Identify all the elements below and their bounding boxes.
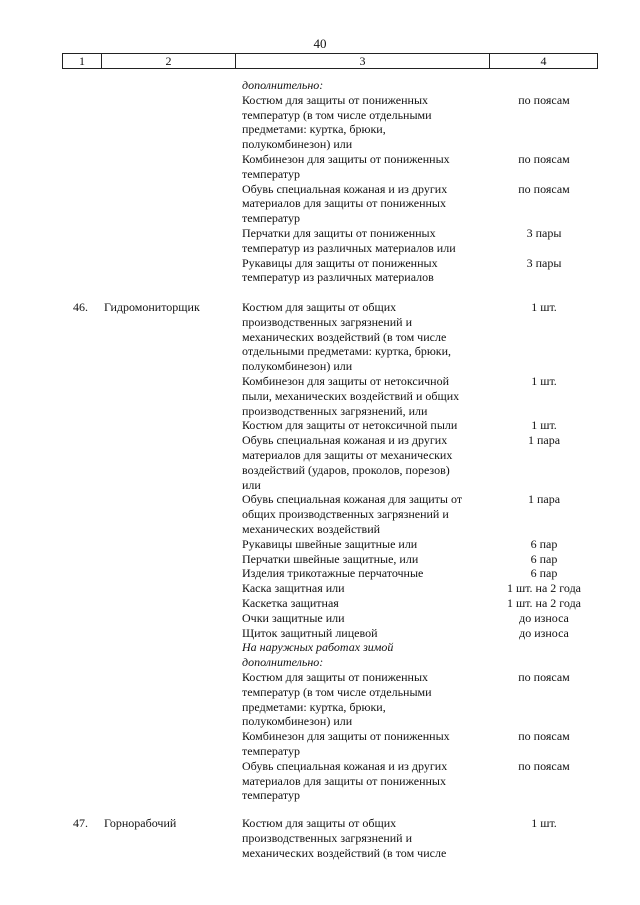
item-quantity: по поясам xyxy=(518,758,570,773)
item-text: Комбинезон для защиты от пониженных xyxy=(242,729,450,744)
item-text: температур xyxy=(242,744,301,758)
item-text: Костюм для защиты от пониженных xyxy=(242,92,429,107)
header-cell-2: 2 xyxy=(101,54,235,68)
item-quantity: 6 пар xyxy=(530,566,558,581)
item-text: Комбинезон для защиты от пониженных xyxy=(242,152,450,166)
row-number: 47. xyxy=(73,816,88,830)
item-quantity: 1 шт. xyxy=(531,418,557,433)
item-text: Каскетка защитная xyxy=(242,596,339,610)
item-text: температур xyxy=(242,788,301,803)
item-quantity: 1 пара xyxy=(527,492,561,507)
item-text: Обувь специальная кожаная и из других xyxy=(242,758,448,773)
item-quantity: до износа xyxy=(519,610,569,625)
item-text: Комбинезон для защиты от нетоксичной xyxy=(242,374,450,388)
item-quantity: 1 шт. на 2 года xyxy=(506,596,582,610)
item-text: Рукавицы для защиты от пониженных xyxy=(242,255,438,270)
item-text: температур xyxy=(242,166,301,181)
item-text: Рукавицы швейные защитные или xyxy=(242,536,418,551)
item-text: производственных загрязнений и xyxy=(242,830,413,845)
header-cell-1: 1 xyxy=(79,54,85,68)
item-text: полукомбинезон) или xyxy=(242,359,353,374)
item-text: Обувь специальная кожаная и из других xyxy=(242,433,448,448)
item-text: температур из различных материалов xyxy=(242,270,434,285)
item-text: температур xyxy=(242,211,301,226)
item-text: Костюм для защиты от общих xyxy=(242,816,397,830)
item-text: Перчатки для защиты от пониженных xyxy=(242,226,436,240)
item-text: предметами: куртка, брюки, xyxy=(242,699,386,714)
profession-name: Горнорабочий xyxy=(104,816,177,830)
item-quantity: 1 шт. xyxy=(531,816,557,830)
item-text: дополнительно: xyxy=(242,655,324,670)
item-text: температур из различных материалов или xyxy=(242,240,456,255)
item-text: общих производственных загрязнений и xyxy=(242,507,449,522)
item-quantity: 1 шт. на 2 года xyxy=(506,581,582,596)
item-quantity: 3 пары xyxy=(526,255,562,270)
item-quantity: 6 пар xyxy=(530,536,558,551)
item-text: Перчатки швейные защитные, или xyxy=(242,551,419,566)
item-text: температур (в том числе отдельными xyxy=(242,684,432,699)
item-quantity: по поясам xyxy=(518,729,570,744)
item-text: Каска защитная или xyxy=(242,581,345,596)
item-text: полукомбинезон) или xyxy=(242,137,353,152)
item-quantity: 1 шт. xyxy=(531,374,557,388)
item-quantity: 6 пар xyxy=(530,551,558,566)
item-text: производственных загрязнений, или xyxy=(242,403,428,418)
item-text: пыли, механических воздействий и общих xyxy=(242,388,460,403)
item-text: материалов для защиты от пониженных xyxy=(242,196,446,211)
item-text: Изделия трикотажные перчаточные xyxy=(242,566,424,581)
item-text: механических воздействий (в том числе xyxy=(242,845,447,860)
header-cell-3: 3 xyxy=(235,54,489,68)
item-text: или xyxy=(242,477,261,492)
item-text: полукомбинезон) или xyxy=(242,714,353,729)
item-text: механических воздействий (в том числе xyxy=(242,329,447,344)
item-text: Щиток защитный лицевой xyxy=(242,625,378,640)
item-text: Костюм для защиты от пониженных xyxy=(242,670,429,684)
item-quantity: по поясам xyxy=(518,92,570,107)
item-text: На наружных работах зимой xyxy=(242,640,394,655)
item-quantity: 1 шт. xyxy=(531,300,557,314)
item-text: температур (в том числе отдельными xyxy=(242,107,432,122)
item-text: Обувь специальная кожаная и из других xyxy=(242,181,448,196)
item-quantity: по поясам xyxy=(518,670,570,684)
page-number: 40 xyxy=(313,36,327,51)
table-header-row xyxy=(62,53,598,69)
item-text: материалов для защиты от механических xyxy=(242,448,453,462)
item-text: Костюм для защиты от общих xyxy=(242,300,397,314)
item-text: воздействий (ударов, проколов, порезов) xyxy=(242,462,450,477)
item-text: Очки защитные или xyxy=(242,610,345,625)
item-text: производственных загрязнений и xyxy=(242,314,413,329)
item-quantity: 1 пара xyxy=(527,433,561,448)
item-text: отдельными предметами: куртка, брюки, xyxy=(242,344,452,359)
item-text: механических воздействий xyxy=(242,522,381,536)
profession-name: Гидромониторщик xyxy=(104,300,200,314)
item-text: Костюм для защиты от нетоксичной пыли xyxy=(242,418,458,433)
item-text: предметами: куртка, брюки, xyxy=(242,122,386,137)
item-quantity: 3 пары xyxy=(526,226,562,240)
item-quantity: по поясам xyxy=(518,152,570,166)
header-cell-4: 4 xyxy=(489,54,597,68)
item-quantity: до износа xyxy=(519,625,569,640)
item-text: материалов для защиты от пониженных xyxy=(242,773,446,788)
row-number: 46. xyxy=(73,300,88,314)
item-text: дополнительно: xyxy=(242,78,324,92)
item-quantity: по поясам xyxy=(518,181,570,196)
item-text: Обувь специальная кожаная для защиты от xyxy=(242,492,463,507)
